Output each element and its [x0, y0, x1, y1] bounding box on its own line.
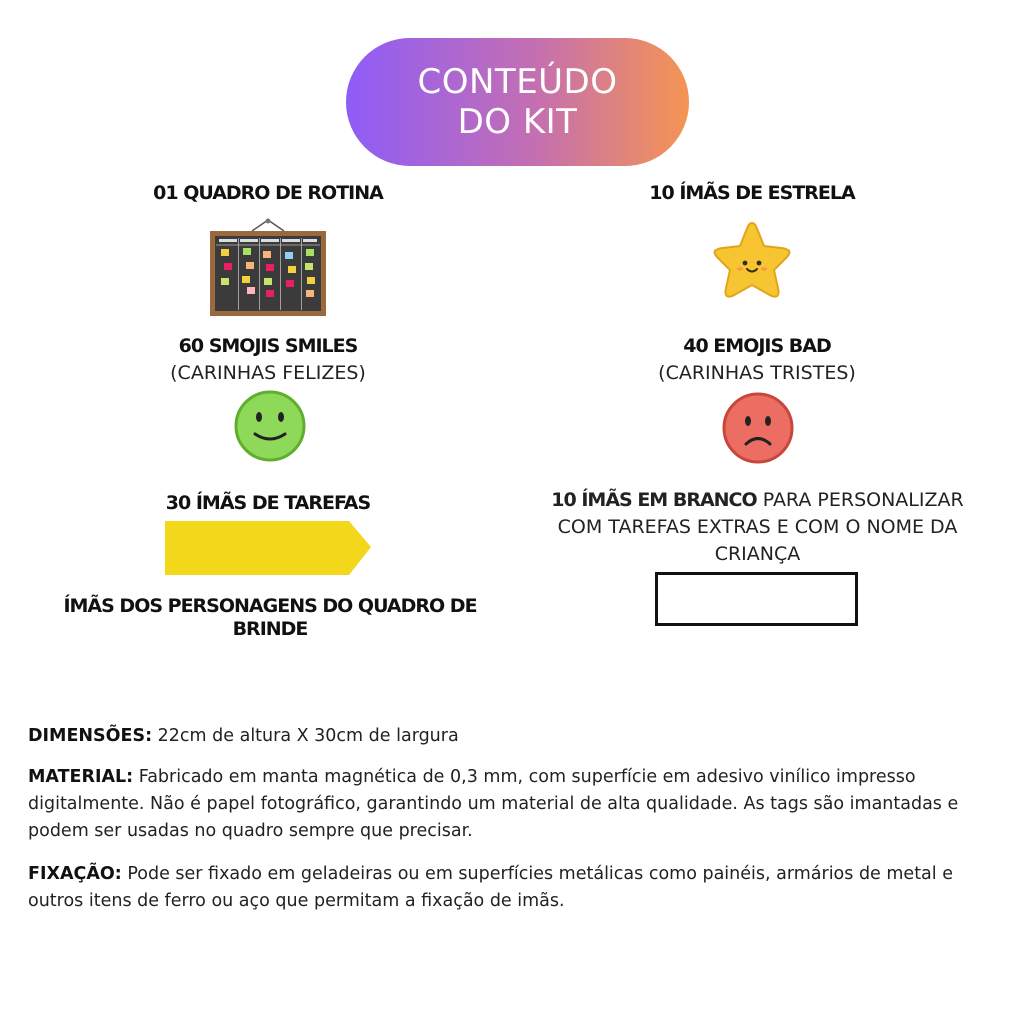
- material-label: MATERIAL:: [28, 767, 134, 787]
- blank-label-bold: 10 ÍMÃS EM BRANCO: [551, 489, 757, 511]
- board-col-header: [303, 239, 317, 242]
- tasks-label: 30 ÍMÃS DE TAREFAS: [165, 492, 371, 514]
- task-tag-icon: [163, 519, 375, 577]
- kit-title-line-2: DO KIT: [457, 102, 578, 142]
- board-col-header: [282, 239, 300, 242]
- blank-magnet-icon: [655, 572, 858, 626]
- characters-label-line-1: ÍMÃS DOS PERSONAGENS DO QUADRO DE: [63, 595, 477, 617]
- kit-title-badge: [346, 38, 689, 166]
- fixation-label: FIXAÇÃO:: [28, 864, 122, 884]
- fixation-paragraph: [28, 861, 988, 915]
- sad-face-icon: [721, 391, 795, 465]
- star-icon: [706, 218, 798, 306]
- routine-board-label: 01 QUADRO DE ROTINA: [153, 182, 383, 204]
- material-text: Fabricado em manta magnética de 0,3 mm, com superfície em adesivo vinílico impresso digitalmente. Não é papel fotográfico, garantindo um material de alta qualidade. As tags são imantadas e podem ser usadas no quadro sempre que precisar.: [28, 767, 959, 841]
- happy-face-icon: [233, 389, 307, 463]
- dimensions-label: DIMENSÕES:: [28, 726, 153, 746]
- blank-label-line-1: [520, 489, 995, 511]
- characters-label-line-2: BRINDE: [232, 618, 308, 640]
- blank-label-rest: PARA PERSONALIZAR: [756, 489, 964, 511]
- dimensions-paragraph: [28, 723, 988, 750]
- fixation-text: Pode ser fixado em geladeiras ou em superfícies metálicas como painéis, armários de metal e outros itens de ferro ou aço que permitam a fixação de imãs.: [28, 864, 953, 911]
- bad-label: 40 EMOJIS BAD: [683, 335, 831, 357]
- smiles-label: 60 SMOJIS SMILES: [178, 335, 358, 357]
- routine-board-icon: [208, 218, 328, 318]
- material-paragraph: [28, 764, 988, 845]
- blank-label-line-3: CRIANÇA: [714, 543, 801, 565]
- blank-label-line-2: COM TAREFAS EXTRAS E COM O NOME DA: [557, 516, 958, 538]
- board-col-header: [240, 239, 258, 242]
- kit-title-line-1: CONTEÚDO: [417, 62, 618, 102]
- smiles-sublabel: (CARINHAS FELIZES): [170, 362, 366, 384]
- dimensions-text: 22cm de altura X 30cm de largura: [152, 726, 459, 746]
- stars-label: 10 ÍMÃS DE ESTRELA: [649, 182, 855, 204]
- board-col-header: [219, 239, 237, 242]
- bad-sublabel: (CARINHAS TRISTES): [658, 362, 856, 384]
- board-col-header: [261, 239, 279, 242]
